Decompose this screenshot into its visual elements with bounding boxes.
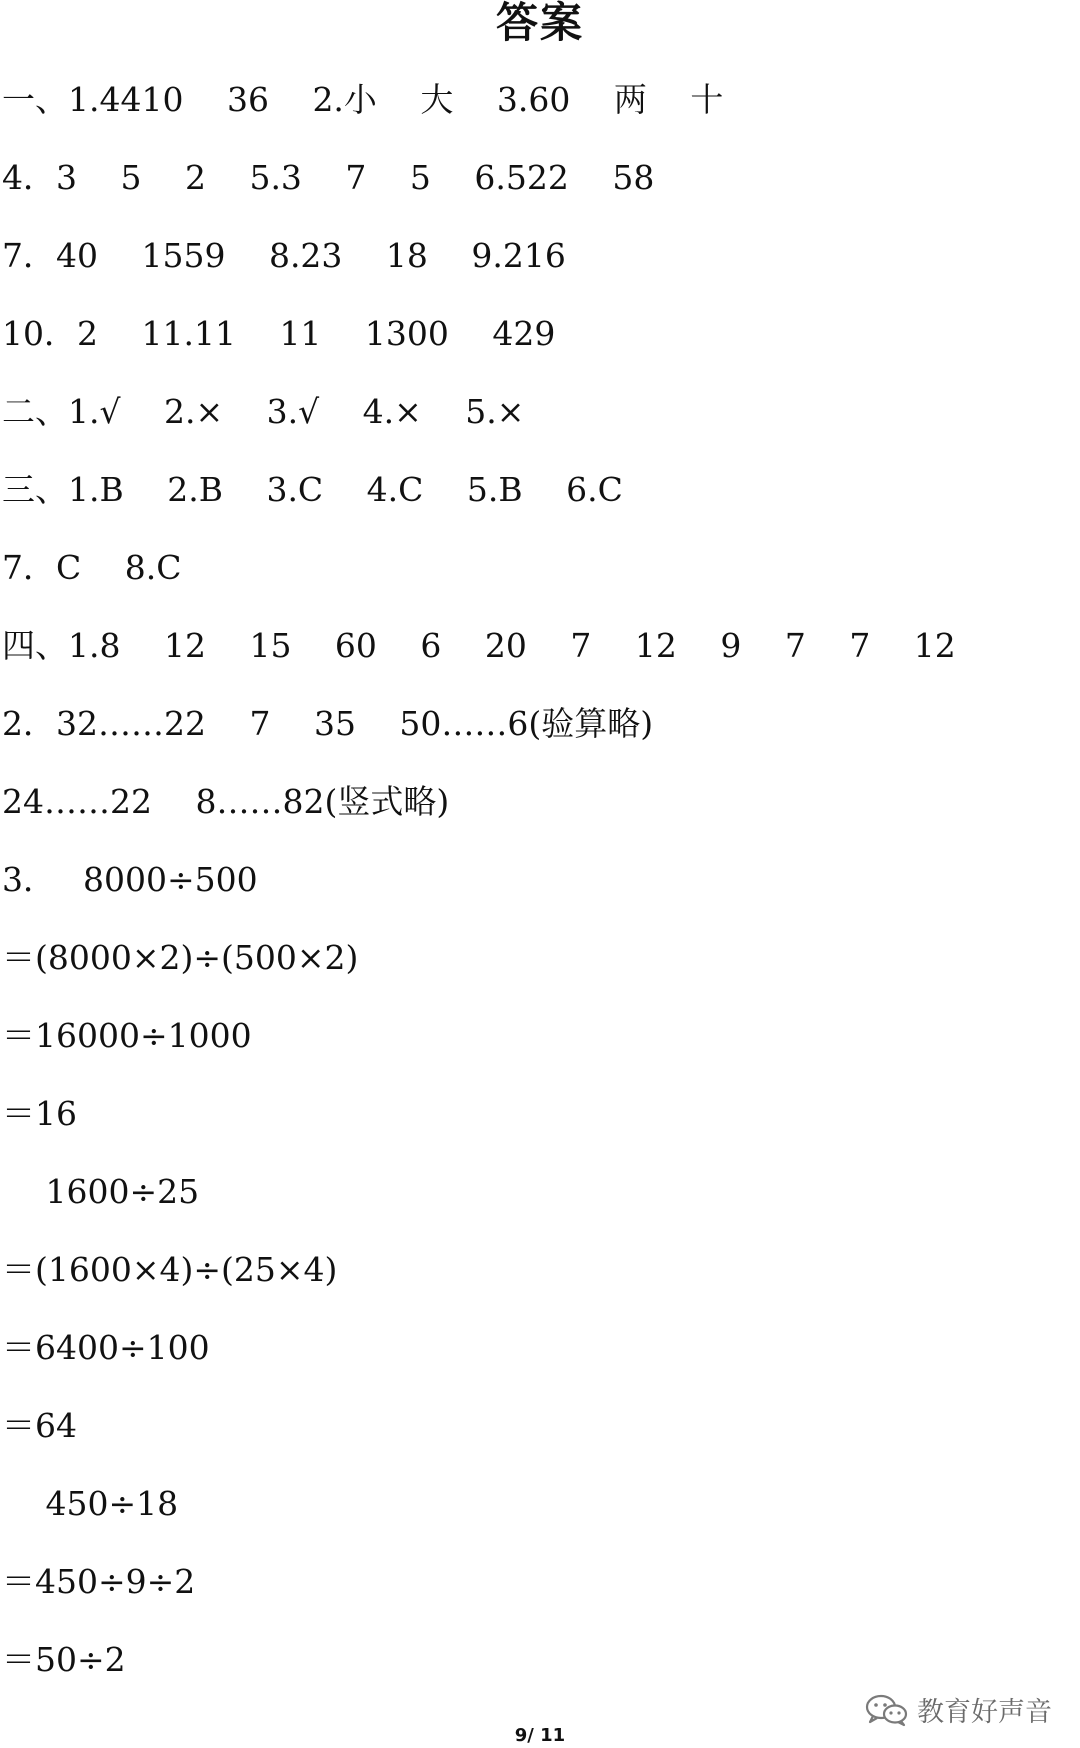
- answer-line: ＝450÷9÷2: [2, 1562, 196, 1601]
- answer-line: ＝50÷2: [2, 1640, 126, 1679]
- answer-line: ＝16: [2, 1094, 77, 1133]
- watermark: [865, 1690, 1052, 1729]
- answer-line: 7．C 8.C: [2, 548, 182, 587]
- page-title: 答案: [495, 0, 584, 47]
- answer-line: 3． 8000÷500: [2, 860, 258, 899]
- answer-line: 一、1.4410 36 2.小 大 3.60 两 十: [2, 80, 724, 119]
- answer-line: ＝64: [2, 1406, 77, 1445]
- answer-line: 4．3 5 2 5.3 7 5 6.522 58: [2, 158, 655, 197]
- answer-line: ＝(8000×2)÷(500×2): [2, 938, 359, 977]
- answer-line: 三、1.B 2.B 3.C 4.C 5.B 6.C: [2, 470, 623, 509]
- answer-line: 二、1.√ 2.× 3.√ 4.× 5.×: [2, 392, 525, 431]
- answer-line: 10．2 11.11 11 1300 429: [2, 314, 556, 353]
- answer-line: 450÷18: [2, 1484, 179, 1523]
- watermark-text: 教育好声音: [917, 1697, 1052, 1728]
- answer-line: ＝16000÷1000: [2, 1016, 252, 1055]
- answer-line: 24……22 8……82(竖式略): [2, 782, 450, 821]
- wechat-icon: [865, 1693, 909, 1727]
- answer-line: ＝(1600×4)÷(25×4): [2, 1250, 338, 1289]
- answer-line: 四、1.8 12 15 60 6 20 7 12 9 7 7 12: [2, 626, 956, 665]
- answer-line: 2．32……22 7 35 50……6(验算略): [2, 704, 654, 743]
- answer-line: ＝6400÷100: [2, 1328, 210, 1367]
- page-number: 9/ 11: [514, 1725, 566, 1746]
- answer-line: 1600÷25: [2, 1172, 200, 1211]
- answer-line: 7．40 1559 8.23 18 9.216: [2, 236, 566, 275]
